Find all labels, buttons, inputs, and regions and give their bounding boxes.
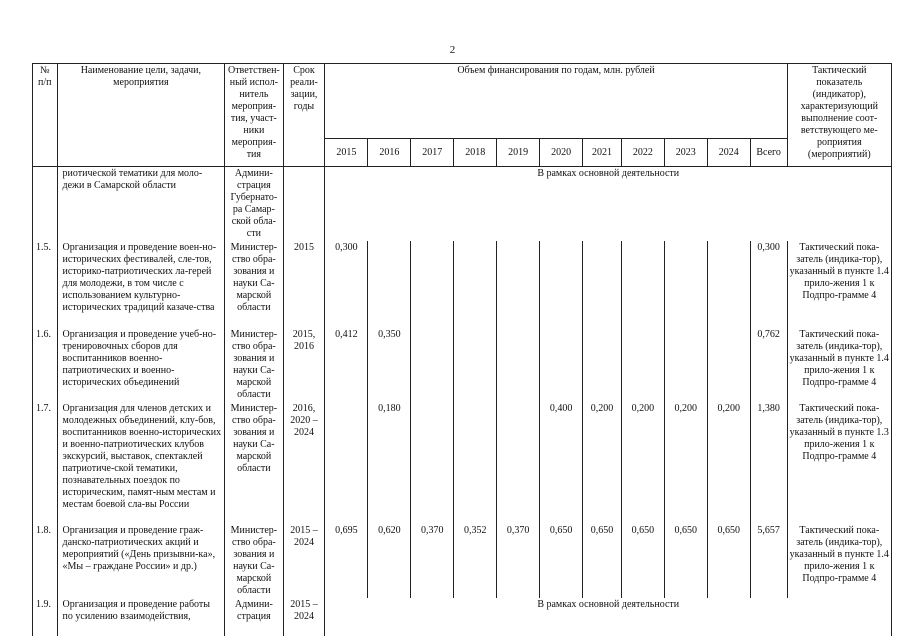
value-2024: [707, 328, 750, 402]
value-2015: 0,300: [325, 241, 368, 328]
value-2024: 0,200: [707, 402, 750, 524]
year-2018: 2018: [454, 139, 497, 167]
value-2015: 0,412: [325, 328, 368, 402]
header-row: [33, 64, 892, 139]
row-span-note: В рамках основной деятельности: [325, 167, 892, 242]
value-2024: 0,650: [707, 524, 750, 598]
row-responsible: Министер-ство обра-зования и науки Са-марской области: [225, 328, 283, 402]
value-total: 5,657: [750, 524, 787, 598]
value-2018: [454, 328, 497, 402]
row-term: 2016, 2020 – 2024: [283, 402, 325, 524]
table-row: [33, 167, 892, 242]
row-name: Организация для членов детских и молодежных объединений, клу-бов, воспитанников военно-исторических и военно-патриотических клубов экскурсий, выставок, спектаклей патриотиче-ской тематики, познавательных поездок по историческим, памят-ным местам и местам боевой сла-вы России: [57, 402, 225, 524]
page-number: 2: [449, 44, 456, 56]
row-num: 1.7.: [33, 402, 58, 524]
row-indicator: Тактический пока-затель (индика-тор), указанный в пункте 1.4 прило-жения 1 к Подпро-грамме 4: [787, 524, 891, 598]
value-2017: 0,370: [411, 524, 454, 598]
row-term: 2015 – 2024: [283, 524, 325, 598]
row-name: Организация и проведение работы по усилению взаимодействия,: [57, 598, 225, 636]
header-name: Наименование цели, задачи, мероприятия: [57, 64, 225, 167]
value-2023: [664, 241, 707, 328]
value-2019: [497, 328, 540, 402]
value-2016: 0,620: [368, 524, 411, 598]
year-2015: 2015: [325, 139, 368, 167]
row-responsible: Админи-страция: [225, 598, 283, 636]
row-term: 2015, 2016: [283, 328, 325, 402]
row-responsible: Министер-ство обра-зования и науки Са-марской области: [225, 241, 283, 328]
table-row: [33, 402, 892, 524]
row-responsible: Админи-страция Губернато-ра Самар-ской обла-сти: [225, 167, 283, 242]
row-term: 2015 – 2024: [283, 598, 325, 636]
year-2024: 2024: [707, 139, 750, 167]
value-2024: [707, 241, 750, 328]
header-term: Срок реали-зации, годы: [283, 64, 325, 167]
value-2019: [497, 241, 540, 328]
year-2021: 2021: [583, 139, 622, 167]
value-2021: 0,200: [583, 402, 622, 524]
header-responsible: Ответствен-ный испол-нитель мероприя-тия, участ-ники мероприя-тия: [225, 64, 283, 167]
table-row: [33, 524, 892, 598]
value-2022: [621, 241, 664, 328]
row-name: Организация и проведение воен-но-исторических фестивалей, сле-тов, историко-патриотических ла-герей для молодежи, в том числе с использованием культурно-исторических традиций казаче-ства: [57, 241, 225, 328]
value-2021: [583, 328, 622, 402]
year-2017: 2017: [411, 139, 454, 167]
year-2019: 2019: [497, 139, 540, 167]
value-2020: [540, 241, 583, 328]
row-name: риотической тематики для моло-дежи в Самарской области: [57, 167, 225, 242]
value-2017: [411, 241, 454, 328]
value-total: 0,762: [750, 328, 787, 402]
header-funding: Объем финансирования по годам, млн. рублей: [325, 64, 787, 139]
row-indicator: Тактический пока-затель (индика-тор), указанный в пункте 1.3 прило-жения 1 к Подпро-грамме 4: [787, 402, 891, 524]
value-2018: [454, 241, 497, 328]
value-2019: [497, 402, 540, 524]
year-2016: 2016: [368, 139, 411, 167]
header-indicator: Тактический показатель (индикатор), характеризующий выполнение соот-ветствующего ме-роприятия (мероприятий): [787, 64, 891, 167]
value-2017: [411, 328, 454, 402]
row-name: Организация и проведение граж-данско-патриотических акций и мероприятий («День призывни-ка», «Мы – граждане России» и др.): [57, 524, 225, 598]
value-total: 1,380: [750, 402, 787, 524]
value-2020: [540, 328, 583, 402]
row-indicator: Тактический пока-затель (индика-тор), указанный в пункте 1.4 прило-жения 1 к Подпро-грамме 4: [787, 241, 891, 328]
value-total: 0,300: [750, 241, 787, 328]
value-2018: [454, 402, 497, 524]
row-num: 1.6.: [33, 328, 58, 402]
value-2015: 0,695: [325, 524, 368, 598]
row-num: 1.9.: [33, 598, 58, 636]
table-row: [33, 598, 892, 636]
row-num: 1.8.: [33, 524, 58, 598]
value-2021: 0,650: [583, 524, 622, 598]
row-name: Организация и проведение учеб-но-тренировочных сборов для воспитанников военно-патриотических и военно-исторических объединений: [57, 328, 225, 402]
value-2022: [621, 328, 664, 402]
header-num: № п/п: [33, 64, 58, 167]
table-row: [33, 328, 892, 402]
table-row: [33, 241, 892, 328]
value-2021: [583, 241, 622, 328]
value-2023: 0,200: [664, 402, 707, 524]
value-2015: [325, 402, 368, 524]
row-term: [283, 167, 325, 242]
year-2022: 2022: [621, 139, 664, 167]
year-total: Всего: [750, 139, 787, 167]
value-2016: 0,180: [368, 402, 411, 524]
value-2020: 0,650: [540, 524, 583, 598]
row-num: 1.5.: [33, 241, 58, 328]
row-num: [33, 167, 58, 242]
value-2022: 0,650: [621, 524, 664, 598]
year-2023: 2023: [664, 139, 707, 167]
value-2022: 0,200: [621, 402, 664, 524]
row-span-note: В рамках основной деятельности: [325, 598, 892, 636]
year-2020: 2020: [540, 139, 583, 167]
row-term: 2015: [283, 241, 325, 328]
value-2016: [368, 241, 411, 328]
value-2018: 0,352: [454, 524, 497, 598]
value-2016: 0,350: [368, 328, 411, 402]
value-2019: 0,370: [497, 524, 540, 598]
value-2023: [664, 328, 707, 402]
row-responsible: Министер-ство обра-зования и науки Са-марской области: [225, 524, 283, 598]
value-2017: [411, 402, 454, 524]
row-indicator: Тактический пока-затель (индика-тор), указанный в пункте 1.4 прило-жения 1 к Подпро-грамме 4: [787, 328, 891, 402]
value-2023: 0,650: [664, 524, 707, 598]
row-responsible: Министер-ство обра-зования и науки Са-марской области: [225, 402, 283, 524]
funding-table: [32, 63, 892, 636]
value-2020: 0,400: [540, 402, 583, 524]
